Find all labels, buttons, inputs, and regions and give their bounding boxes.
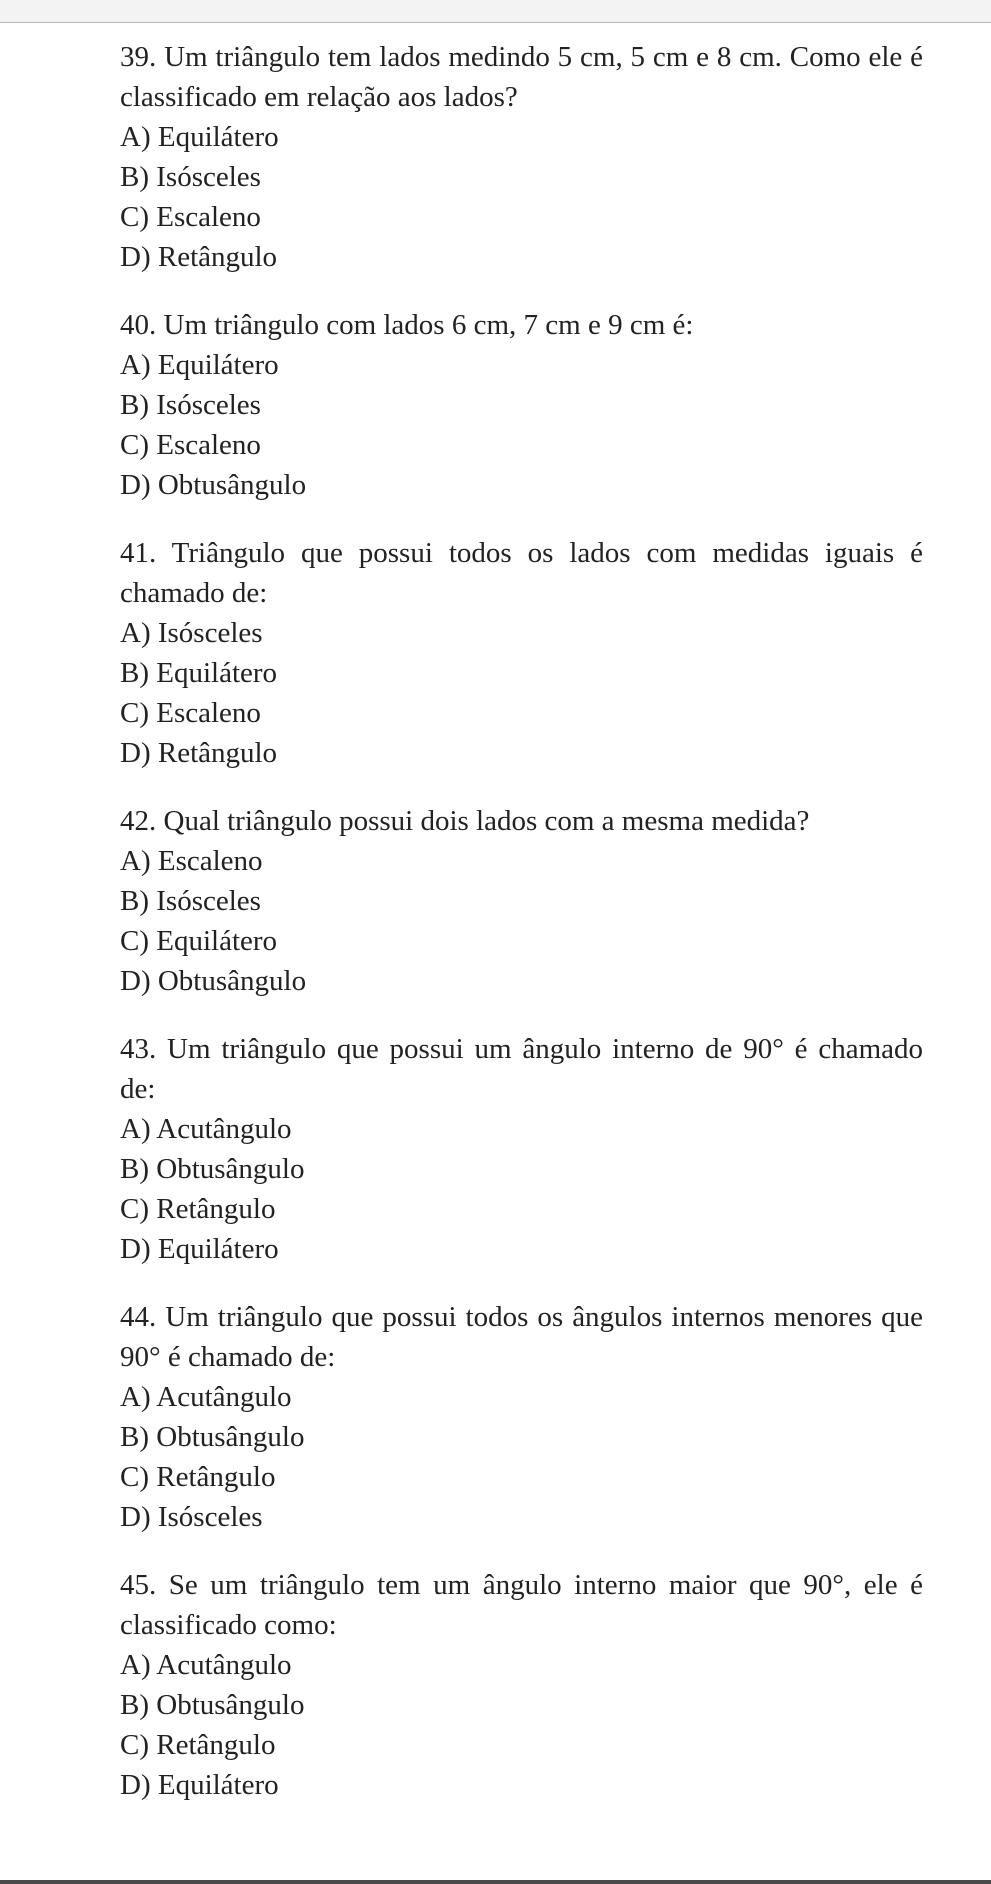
option-b: B) Equilátero bbox=[120, 657, 278, 689]
option-d: D) Retângulo bbox=[120, 737, 278, 769]
option-d: D) Obtusângulo bbox=[120, 469, 307, 501]
question-40 bbox=[120, 305, 923, 505]
option-d: D) Equilátero bbox=[120, 1769, 279, 1801]
bottom-edge bbox=[0, 1880, 991, 1884]
option-c: C) Escaleno bbox=[120, 201, 261, 233]
question-list bbox=[120, 37, 923, 1833]
question-stem: 42. Qual triângulo possui dois lados com a mesma medida? bbox=[120, 805, 810, 837]
question-42 bbox=[120, 801, 923, 1001]
option-b: B) Obtusângulo bbox=[120, 1689, 305, 1721]
option-b: B) Obtusângulo bbox=[120, 1421, 305, 1453]
option-c: C) Retângulo bbox=[120, 1461, 276, 1493]
option-c: C) Escaleno bbox=[120, 429, 261, 461]
option-a: A) Isósceles bbox=[120, 617, 263, 649]
option-a: A) Acutângulo bbox=[120, 1649, 292, 1681]
question-stem: 45. Se um triângulo tem um ângulo interno maior que 90°, ele é classificado como: bbox=[120, 1569, 923, 1641]
question-39 bbox=[120, 37, 923, 277]
option-c: C) Escaleno bbox=[120, 697, 261, 729]
option-d: D) Isósceles bbox=[120, 1501, 263, 1533]
option-d: D) Obtusângulo bbox=[120, 965, 307, 997]
question-41 bbox=[120, 533, 923, 773]
option-c: C) Retângulo bbox=[120, 1729, 276, 1761]
top-bar bbox=[0, 0, 991, 23]
option-c: C) Retângulo bbox=[120, 1193, 276, 1225]
question-stem: 40. Um triângulo com lados 6 cm, 7 cm e 9 cm é: bbox=[120, 309, 694, 341]
option-a: A) Escaleno bbox=[120, 845, 263, 877]
question-45 bbox=[120, 1565, 923, 1805]
option-c: C) Equilátero bbox=[120, 925, 278, 957]
question-stem: 41. Triângulo que possui todos os lados com medidas iguais é chamado de: bbox=[120, 537, 923, 609]
option-d: D) Retângulo bbox=[120, 241, 278, 273]
question-stem: 39. Um triângulo tem lados medindo 5 cm, 5 cm e 8 cm. Como ele é classificado em relação aos lados? bbox=[120, 41, 923, 113]
question-43 bbox=[120, 1029, 923, 1269]
question-stem: 44. Um triângulo que possui todos os ângulos internos menores que 90° é chamado de: bbox=[120, 1301, 923, 1373]
option-b: B) Isósceles bbox=[120, 389, 261, 421]
question-stem: 43. Um triângulo que possui um ângulo interno de 90° é chamado de: bbox=[120, 1033, 923, 1105]
option-b: B) Obtusângulo bbox=[120, 1153, 305, 1185]
option-a: A) Equilátero bbox=[120, 349, 279, 381]
option-a: A) Acutângulo bbox=[120, 1113, 292, 1145]
option-a: A) Equilátero bbox=[120, 121, 279, 153]
question-44 bbox=[120, 1297, 923, 1537]
option-b: B) Isósceles bbox=[120, 885, 261, 917]
option-a: A) Acutângulo bbox=[120, 1381, 292, 1413]
option-d: D) Equilátero bbox=[120, 1233, 279, 1265]
option-b: B) Isósceles bbox=[120, 161, 261, 193]
